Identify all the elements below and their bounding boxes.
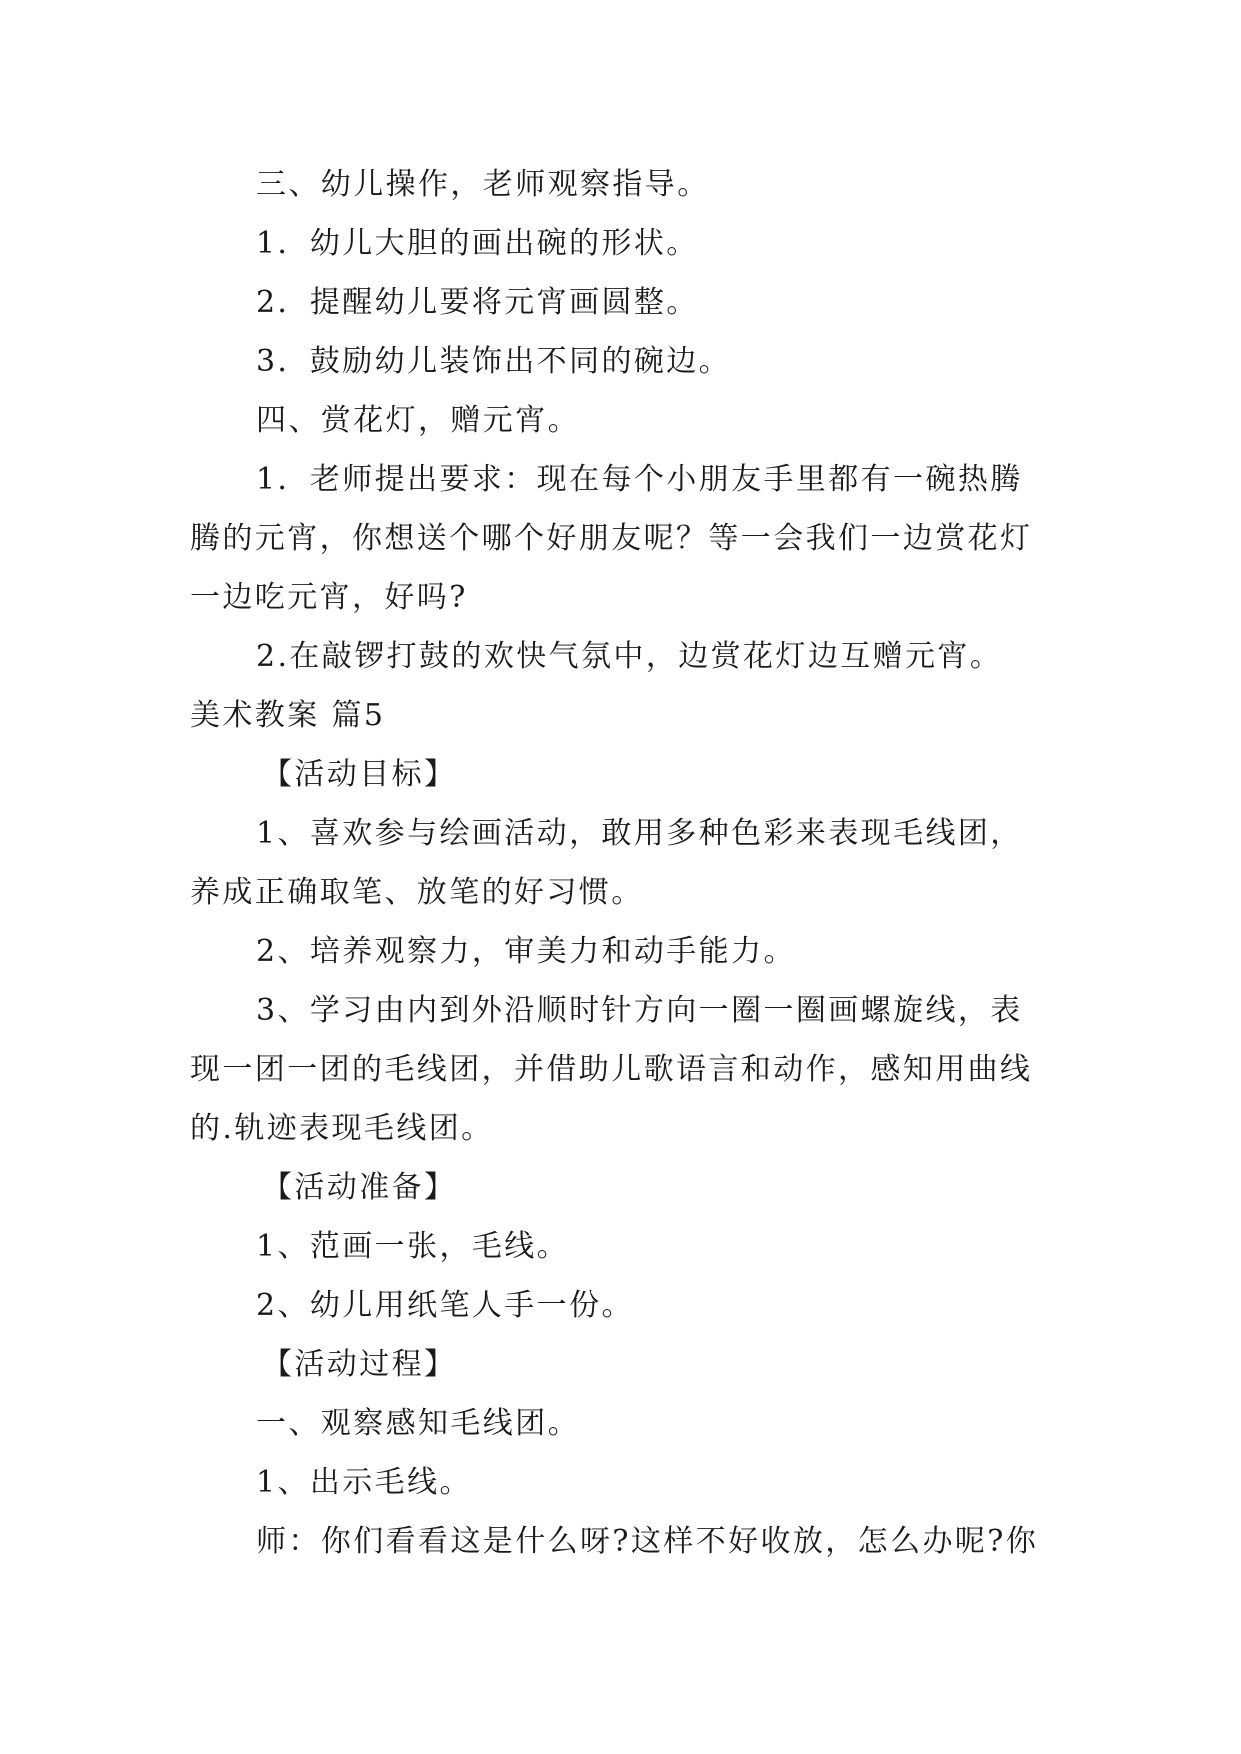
paragraph-line: 的.轨迹表现毛线团。: [190, 1111, 494, 1146]
paragraph-line: 现一团一团的毛线团，并借助儿歌语言和动作，感知用曲线: [190, 1052, 1033, 1087]
section-heading: 【活动准备】: [262, 1170, 457, 1205]
paragraph-line: 2、幼儿用纸笔人手一份。: [256, 1288, 634, 1323]
paragraph-line: 1、出示毛线。: [256, 1465, 472, 1500]
paragraph-line: 师：你们看看这是什么呀?这样不好收放，怎么办呢?你: [256, 1524, 1039, 1559]
document-title: 美术教案 篇5: [190, 698, 386, 733]
section-heading: 三、幼儿操作，老师观察指导。: [256, 167, 710, 202]
section-heading: 【活动目标】: [262, 757, 457, 792]
paragraph-line: 3、学习由内到外沿顺时针方向一圈一圈画螺旋线，表: [256, 993, 1023, 1028]
section-heading: 一、观察感知毛线团。: [256, 1406, 580, 1441]
paragraph-line: 1．老师提出要求：现在每个小朋友手里都有一碗热腾: [256, 462, 1023, 497]
paragraph-line: 2、培养观察力，审美力和动手能力。: [256, 934, 796, 969]
paragraph-line: 腾的元宵，你想送个哪个好朋友呢？等一会我们一边赏花灯: [190, 521, 1033, 556]
paragraph-line: 2.在敲锣打鼓的欢快气氛中，边赏花灯边互赠元宵。: [256, 639, 1003, 674]
section-heading: 【活动过程】: [262, 1347, 457, 1382]
paragraph-line: 1、范画一张，毛线。: [256, 1229, 570, 1264]
paragraph-line: 养成正确取笔、放笔的好习惯。: [190, 875, 644, 910]
section-heading: 四、赏花灯，赠元宵。: [256, 403, 580, 438]
paragraph-line: 1．幼儿大胆的画出碗的形状。: [256, 226, 699, 261]
paragraph-line: 1、喜欢参与绘画活动，敢用多种色彩来表现毛线团，: [256, 816, 1023, 851]
paragraph-line: 一边吃元宵，好吗?: [190, 580, 468, 615]
paragraph-line: 2．提醒幼儿要将元宵画圆整。: [256, 285, 699, 320]
paragraph-line: 3．鼓励幼儿装饰出不同的碗边。: [256, 344, 732, 379]
